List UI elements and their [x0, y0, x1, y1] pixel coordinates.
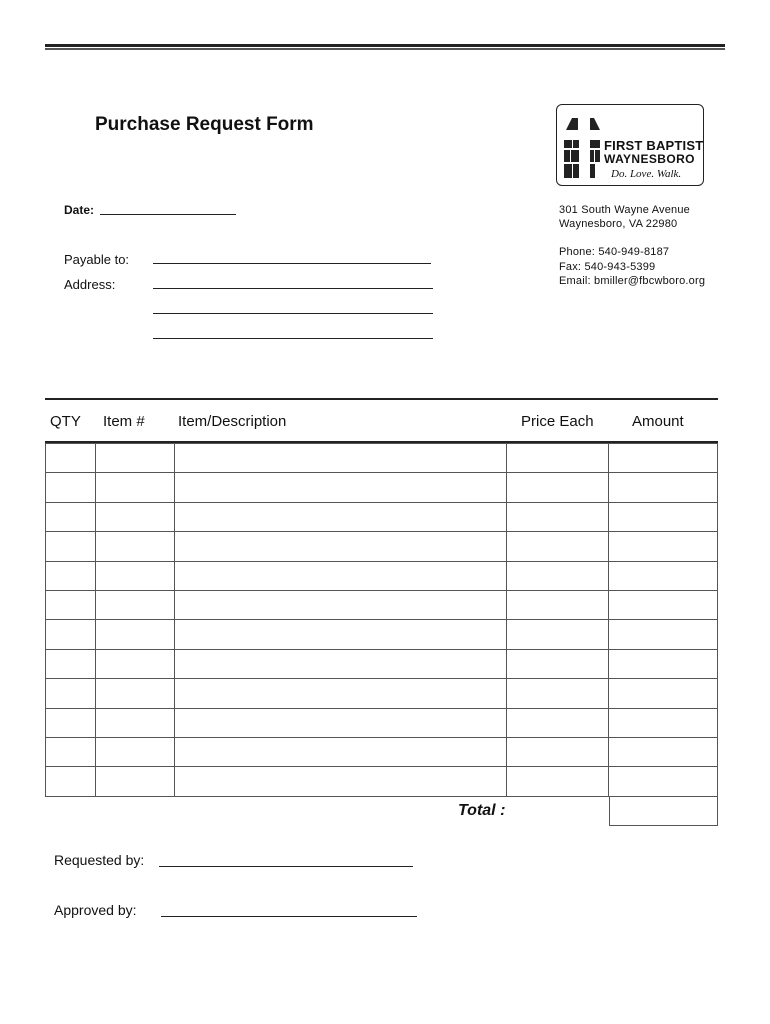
- table-row: [46, 561, 718, 590]
- payable-to-field[interactable]: [153, 263, 431, 264]
- total-amount-field[interactable]: [609, 796, 718, 826]
- description-cell[interactable]: [174, 649, 507, 678]
- amount-cell[interactable]: [609, 737, 718, 766]
- price-each-cell[interactable]: [507, 590, 609, 619]
- price-each-cell[interactable]: [507, 767, 609, 796]
- item-number-cell[interactable]: [95, 620, 174, 649]
- requested-by-label: Requested by:: [54, 852, 145, 868]
- qty-cell[interactable]: [46, 620, 96, 649]
- top-rule: [45, 44, 725, 47]
- qty-cell[interactable]: [46, 590, 96, 619]
- address-field-line2[interactable]: [153, 313, 433, 314]
- date-field[interactable]: [100, 214, 236, 215]
- amount-cell[interactable]: [609, 590, 718, 619]
- item-number-cell[interactable]: [95, 737, 174, 766]
- amount-cell[interactable]: [609, 444, 718, 473]
- price-each-cell[interactable]: [507, 532, 609, 561]
- qty-cell[interactable]: [46, 679, 96, 708]
- amount-cell[interactable]: [609, 620, 718, 649]
- date-label: Date:: [64, 203, 95, 217]
- amount-cell[interactable]: [609, 532, 718, 561]
- amount-cell[interactable]: [609, 679, 718, 708]
- address-field-line3[interactable]: [153, 338, 433, 339]
- item-number-cell[interactable]: [95, 473, 174, 502]
- item-number-cell[interactable]: [95, 561, 174, 590]
- item-number-cell[interactable]: [95, 708, 174, 737]
- table-row: [46, 737, 718, 766]
- price-each-cell[interactable]: [507, 737, 609, 766]
- item-number-cell[interactable]: [95, 649, 174, 678]
- description-cell[interactable]: [174, 679, 507, 708]
- description-cell[interactable]: [174, 620, 507, 649]
- price-each-cell[interactable]: [507, 473, 609, 502]
- table-row: [46, 767, 718, 796]
- requested-by-field[interactable]: [159, 866, 413, 867]
- item-number-cell[interactable]: [95, 444, 174, 473]
- qty-cell[interactable]: [46, 737, 96, 766]
- top-rule-secondary: [45, 48, 725, 50]
- payable-to-label: Payable to:: [64, 252, 130, 267]
- address-field-line1[interactable]: [153, 288, 433, 289]
- header-item-description: Item/Description: [178, 413, 287, 430]
- amount-cell[interactable]: [609, 708, 718, 737]
- table-top-rule: [45, 398, 718, 400]
- price-each-cell[interactable]: [507, 649, 609, 678]
- price-each-cell[interactable]: [507, 620, 609, 649]
- approved-by-label: Approved by:: [54, 902, 137, 918]
- price-each-cell[interactable]: [507, 561, 609, 590]
- price-each-cell[interactable]: [507, 708, 609, 737]
- qty-cell[interactable]: [46, 561, 96, 590]
- table-row: [46, 444, 718, 473]
- header-amount: Amount: [632, 413, 684, 430]
- description-cell[interactable]: [174, 502, 507, 531]
- qty-cell[interactable]: [46, 502, 96, 531]
- page-title: Purchase Request Form: [95, 114, 314, 135]
- total-label: Total :: [458, 802, 506, 819]
- phone-number: Phone: 540-949-8187: [559, 246, 670, 258]
- header-price-each: Price Each: [521, 413, 594, 430]
- description-cell[interactable]: [174, 473, 507, 502]
- description-cell[interactable]: [174, 532, 507, 561]
- table-row: [46, 620, 718, 649]
- street-address: 301 South Wayne Avenue: [559, 204, 690, 216]
- table-row: [46, 679, 718, 708]
- table-row: [46, 708, 718, 737]
- item-number-cell[interactable]: [95, 502, 174, 531]
- table-row: [46, 502, 718, 531]
- description-cell[interactable]: [174, 708, 507, 737]
- description-cell[interactable]: [174, 590, 507, 619]
- qty-cell[interactable]: [46, 649, 96, 678]
- item-number-cell[interactable]: [95, 532, 174, 561]
- item-number-cell[interactable]: [95, 767, 174, 796]
- price-each-cell[interactable]: [507, 679, 609, 708]
- items-table: [45, 443, 718, 797]
- item-number-cell[interactable]: [95, 679, 174, 708]
- fax-number: Fax: 540-943-5399: [559, 261, 656, 273]
- description-cell[interactable]: [174, 737, 507, 766]
- table-row: [46, 473, 718, 502]
- price-each-cell[interactable]: [507, 502, 609, 531]
- qty-cell[interactable]: [46, 532, 96, 561]
- amount-cell[interactable]: [609, 502, 718, 531]
- amount-cell[interactable]: [609, 473, 718, 502]
- header-item-number: Item #: [103, 413, 145, 430]
- qty-cell[interactable]: [46, 708, 96, 737]
- header-qty: QTY: [50, 413, 81, 430]
- city-address: Waynesboro, VA 22980: [559, 218, 678, 230]
- description-cell[interactable]: [174, 444, 507, 473]
- item-number-cell[interactable]: [95, 590, 174, 619]
- qty-cell[interactable]: [46, 473, 96, 502]
- qty-cell[interactable]: [46, 767, 96, 796]
- qty-cell[interactable]: [46, 444, 96, 473]
- church-logo-mark-icon: [562, 110, 602, 182]
- amount-cell[interactable]: [609, 649, 718, 678]
- logo-name-line2: WAYNESBORO: [604, 152, 695, 166]
- address-label: Address:: [64, 277, 116, 292]
- logo-name-line1: FIRST BAPTIST: [604, 138, 704, 153]
- price-each-cell[interactable]: [507, 444, 609, 473]
- table-row: [46, 532, 718, 561]
- approved-by-field[interactable]: [161, 916, 417, 917]
- amount-cell[interactable]: [609, 561, 718, 590]
- table-row: [46, 590, 718, 619]
- logo-tagline: Do. Love. Walk.: [611, 168, 682, 180]
- description-cell[interactable]: [174, 561, 507, 590]
- table-row: [46, 649, 718, 678]
- amount-cell[interactable]: [609, 767, 718, 796]
- email-address: Email: bmiller@fbcwboro.org: [559, 275, 706, 287]
- description-cell[interactable]: [174, 767, 507, 796]
